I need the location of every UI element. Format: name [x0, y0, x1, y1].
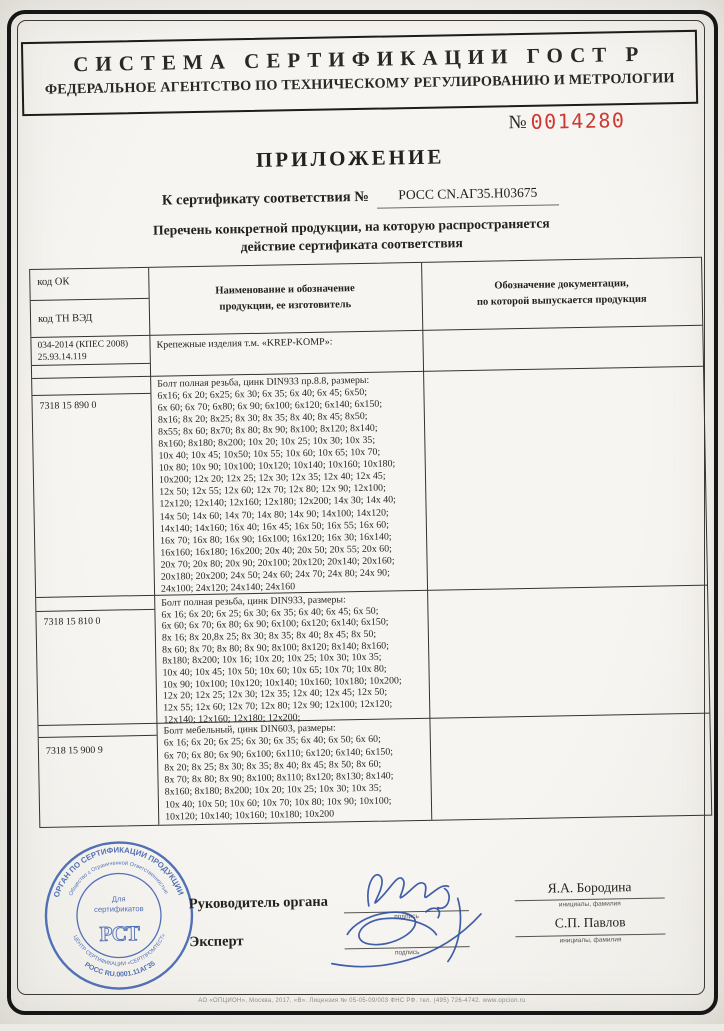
expert-name: С.П. Павлов: [554, 914, 626, 931]
expert-name-label: инициалы, фамилия: [559, 936, 622, 945]
stamp-center-line1: Для: [111, 894, 126, 904]
table-gridline: [148, 268, 159, 825]
size-line: 16x 70; 16x 80; 16x 90; 16x100; 16x120; 16x 30; 16x140;: [160, 531, 392, 547]
block3-product-list: [164, 721, 428, 824]
block1-code: 7318 15 890 0: [39, 399, 97, 412]
expert-label: Эксперт: [189, 933, 244, 951]
size-line: 10x120; 10x140; 10x160; 10x180; 10x200: [165, 808, 335, 823]
expert-signature-cross: [426, 908, 440, 918]
product-title: Болт мебельный, цинк DIN603, размеры:: [163, 722, 336, 737]
row1-product: Крепежные изделия т.м. «KREP-KOMP»:: [156, 336, 333, 351]
expert-signature-ink: [347, 911, 437, 945]
size-line: 10x200; 12x 20; 12x 25; 12x 30; 12x 35; 12x 40; 12x 45;: [158, 470, 386, 487]
scope-subtitle-line2: действие сертификата соответствия: [240, 235, 463, 255]
form-number-value: 0014280: [530, 108, 626, 134]
stamp-center-line2: сертификатов: [94, 904, 144, 914]
table-gridline: [32, 393, 150, 396]
agency-subtitle: ФЕДЕРАЛЬНОЕ АГЕНТСТВО ПО ТЕХНИЧЕСКОМУ РЕГУЛИРОВАНИЮ И МЕТРОЛОГИИ: [44, 70, 675, 98]
certificate-reference-label: К сертификату соответствия №: [161, 188, 369, 209]
expert-signature-tail: [331, 914, 482, 967]
size-line: 12x 50; 12x 55; 12x 60; 12x 70; 12x 80; 12x 90; 12x100;: [159, 482, 386, 499]
certification-body-stamp: [40, 836, 199, 995]
certificate-number: РОСС CN.АГ35.Н03675: [398, 184, 538, 203]
size-line: 6x 60; 6x 70; 6x80; 6x 90; 6x100; 6x120; 6x140; 6x150;: [157, 398, 383, 414]
block3-code: 7318 15 900 9: [45, 744, 103, 757]
block2-product-list: [161, 593, 425, 726]
table-gridline: [39, 735, 157, 738]
size-lines: [157, 386, 423, 596]
expert-signature-stroke: [447, 898, 462, 961]
size-line: 8x180; 8x200; 10x 16; 10x 20; 10x 25; 10x 30; 10x 35;: [162, 651, 382, 667]
size-line: 6x 16; 6x 20; 6x 25; 6x 30; 6x 35; 6x 40; 6x 50; 6x 60;: [163, 733, 381, 749]
certificate-reference: [162, 184, 559, 212]
scope-subtitle-line1: Перечень конкретной продукции, на которую распространяется: [152, 215, 550, 238]
size-line: 8x 60; 8x 70; 8x 80; 8x 90; 8x100; 8x120; 8x140; 8x160;: [162, 640, 390, 656]
size-line: 12x140; 12x160; 12x180; 12x200;: [163, 711, 301, 726]
size-line: 6x 16; 6x 20; 6x 25; 6x 30; 6x 35; 6x 40; 6x 45; 6x 50;: [161, 605, 379, 621]
tnved-code: 25.93.14.119: [37, 351, 87, 363]
size-line: 8x55; 8x 60; 8x70; 8x 80; 8x 90; 8x100; 8x120; 8x140;: [158, 422, 378, 438]
size-line: 14x140; 14x160; 16x 40; 16x 45; 16x 50; 16x 55; 16x 60;: [159, 519, 390, 535]
table-gridline: [31, 325, 702, 338]
header-box: [21, 30, 698, 116]
size-line: 10x 80; 10x 90; 10x100; 10x120; 10x140; 10x160; 10x180;: [158, 458, 396, 475]
size-lines: [164, 733, 428, 824]
form-number: [508, 108, 625, 134]
head-signature-ink: [367, 873, 449, 909]
row1-codes: [37, 339, 128, 364]
handwritten-signatures: [306, 853, 508, 977]
size-line: 10x 40; 10x 50; 10x 60; 10x 70; 10x 80; 10x 90; 10x100;: [164, 795, 392, 811]
size-line: 8x16; 8x 20; 8x25; 8x 30; 8x 35; 8x 40; 8x 45; 8x50;: [157, 411, 368, 426]
size-line: 12x 20; 12x 25; 12x 30; 12x 35; 12x 40; 12x 45; 12x 50;: [162, 686, 388, 702]
size-line: 8x160; 8x180; 8x200; 10x 20; 10x 25; 10x 30; 10x 35;: [158, 434, 376, 450]
product-title: Болт полная резьба, цинк DIN933, размеры:: [161, 594, 346, 609]
print-house-footer: АО «ОПЦИОН», Москва, 2017, «В». Лицензия № 05-05-09/003 ФНС РФ. тел. (495) 726-4742. www.opcion.ru: [198, 998, 526, 1004]
block2-code: 7318 15 810 0: [43, 615, 101, 628]
okp-code: 034-2014 (КПЕС 2008): [37, 339, 129, 351]
size-line: 6x 60; 6x 70; 6x 80; 6x 90; 6x100; 6x120; 6x140; 6x150;: [161, 616, 389, 632]
products-table: [29, 257, 712, 828]
stamp-ring-top-text: ОРГАН ПО СЕРТИФИКАЦИИ ПРОДУКЦИИ: [51, 845, 186, 899]
table-gridline: [36, 609, 154, 612]
size-line: 20x180; 20x200; 24x 50; 24x 60; 24x 70; 24x 80; 24x 90;: [160, 567, 390, 583]
certificate-number-field: [377, 184, 559, 208]
size-line: 10x 40; 10x 45; 10x 50; 10x 60; 10x 65; 10x 70; 10x 80;: [162, 663, 387, 679]
signature-line-1-label: подпись: [394, 913, 419, 921]
numero-sign: №: [508, 111, 527, 134]
size-line: 14x 50; 14x 60; 14x 70; 14x 80; 14x 90; 14x100; 14x120;: [159, 507, 389, 523]
size-line: 6x 70; 6x 80; 6x 90; 6x100; 6x110; 6x120; 6x140; 6x150;: [163, 746, 394, 762]
block1-product-list: [157, 374, 423, 596]
size-line: 20x 70; 20x 80; 20x 90; 20x100; 20x120; 20x140; 20x160;: [160, 555, 395, 571]
col-header-docs-line2: по которой выпускается продукция: [476, 293, 647, 308]
size-line: 6x16; 6x 20; 6x25; 6x 30; 6x 35; 6x 40; 6x 45; 6x50;: [157, 386, 368, 402]
table-gridline: [31, 298, 149, 301]
size-line: 24x100; 24x120; 24x140; 24x160: [160, 581, 296, 595]
head-name-label: инициалы, фамилия: [558, 900, 621, 909]
col-header-docs: [421, 275, 702, 312]
col-header-product-line2: продукции, ее изготовитель: [219, 299, 352, 313]
size-line: 8x160; 8x180; 8x200; 10x 20; 10x 25; 10x 30; 10x 35;: [164, 783, 382, 799]
stamp-ring-bottom-text: РОСС RU.0001.11АГ35: [83, 960, 157, 979]
system-title: СИСТЕМА СЕРТИФИКАЦИИ ГОСТ Р: [73, 41, 646, 77]
stamp-middle-bottom-text: ЦЕНТР СЕРТИФИКАЦИИ «СЕРТПРОМТЕСТ»: [71, 932, 168, 968]
size-line: 10x 40; 10x 45; 10x50; 10x 55; 10x 60; 10x 65; 10x 70;: [158, 446, 381, 462]
size-line: 12x 55; 12x 60; 12x 70; 12x 80; 12x 90; 12x100; 12x120;: [163, 698, 393, 714]
col-header-docs-line1: Обозначение документации,: [494, 278, 629, 292]
stamp-middle-top-text: Общество с Ограниченной Ответственностью: [68, 860, 169, 897]
product-title: Болт полная резьба, цинк DIN933 пр.8.8, размеры:: [157, 374, 370, 390]
size-line: 8x 16; 8x 20,8x 25; 8x 30; 8x 35; 8x 40; 8x 45; 8x 50;: [161, 628, 377, 644]
signature-line-2-label: подпись: [394, 949, 420, 957]
rst-logo: РСТ: [99, 921, 140, 946]
size-lines: [161, 605, 425, 726]
size-line: 12x120; 12x140; 12x160; 12x180; 12x200; 14x 30; 14x 40;: [159, 494, 396, 511]
col-header-tnved: код ТН ВЭД: [37, 312, 93, 325]
col-header-product: [148, 280, 422, 317]
col-header-ok: код ОК: [37, 276, 70, 288]
size-line: 10x 90; 10x100; 10x120; 10x140; 10x160; 10x180; 10x200;: [162, 674, 402, 691]
size-line: 8x 20; 8x 25; 8x 30; 8x 35; 8x 40; 8x 45; 8x 50; 8x 60;: [164, 758, 382, 774]
head-name: Я.А. Бородина: [547, 879, 632, 896]
size-line: 8x 70; 8x 80; 8x 90; 8x100; 8x110; 8x120; 8x130; 8x140;: [164, 770, 394, 786]
head-of-body-label: Руководитель органа: [188, 893, 329, 913]
col-header-product-line1: Наименование и обозначение: [215, 283, 355, 297]
size-line: 16x160; 16x180; 16x200; 20x 40; 20x 50; 20x 55; 20x 60;: [160, 543, 392, 559]
document-title: ПРИЛОЖЕНИЕ: [255, 144, 445, 172]
